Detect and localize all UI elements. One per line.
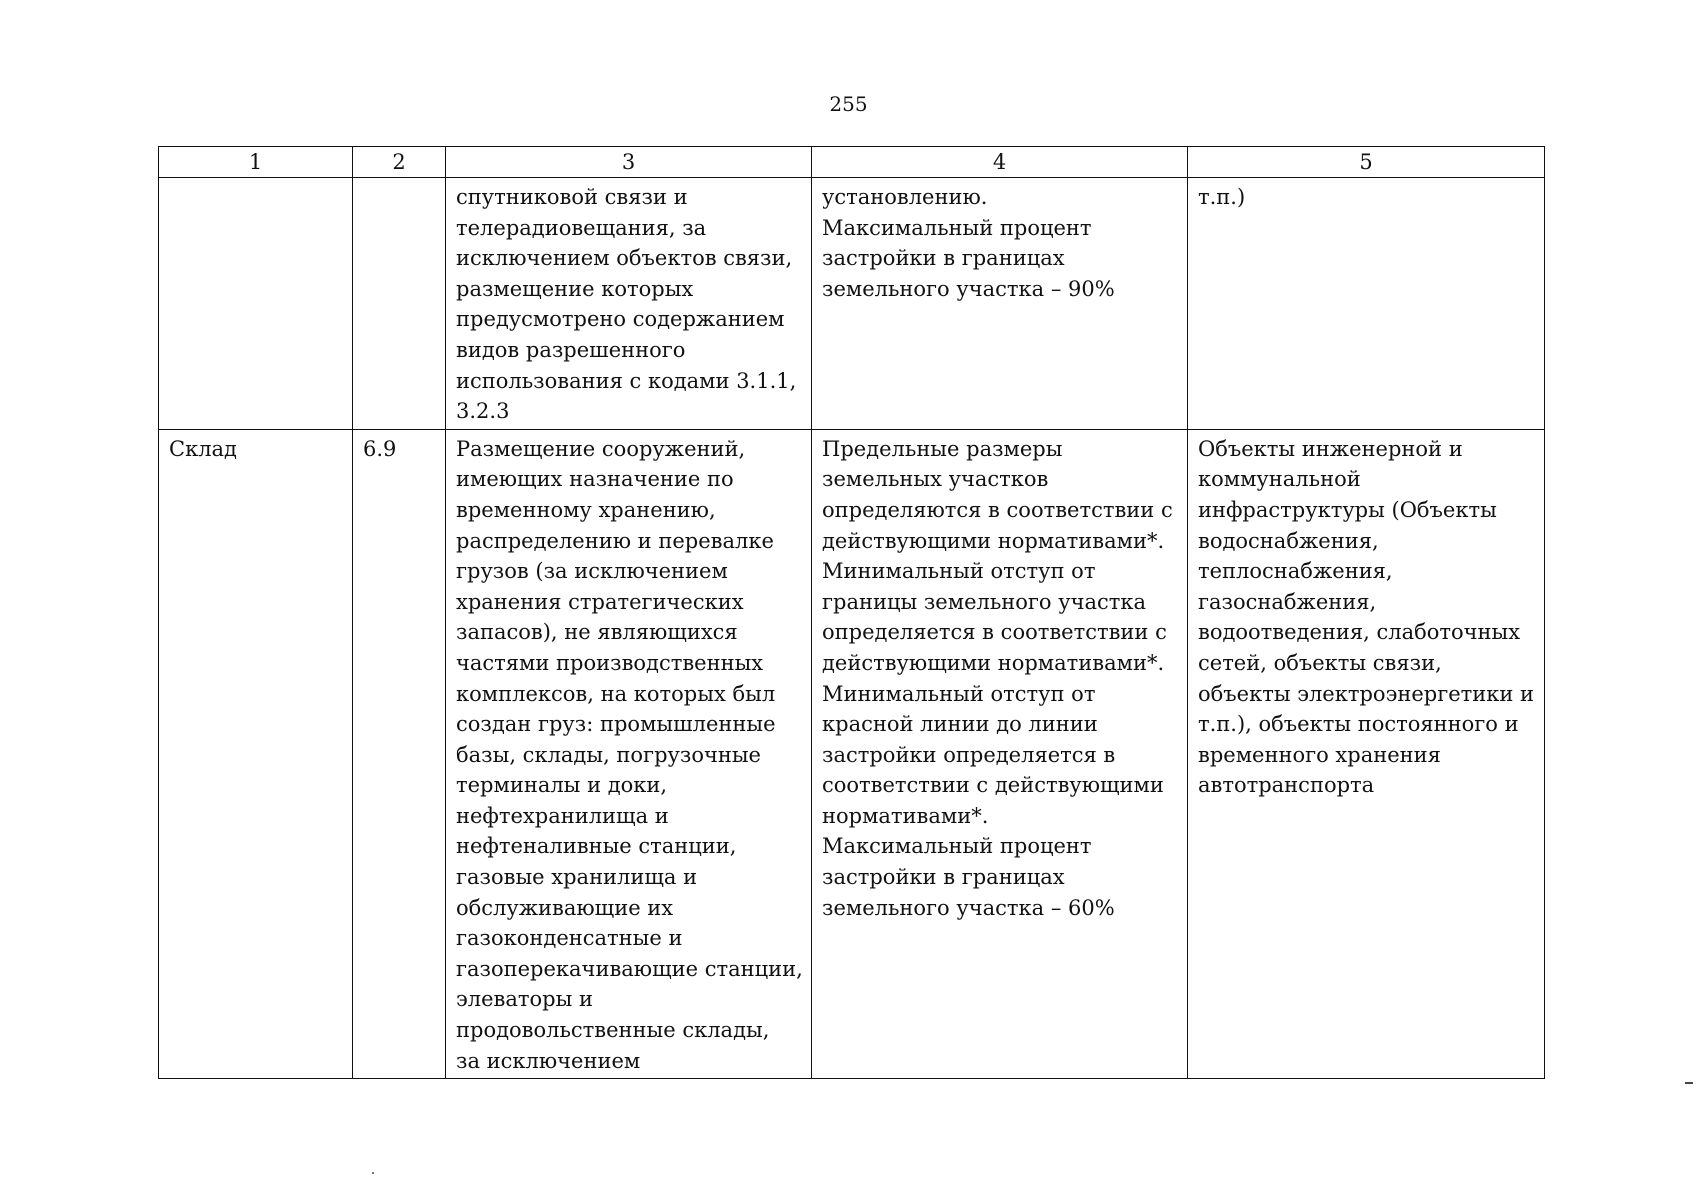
cell-text-line: газоперекачивающие станции, (456, 956, 803, 981)
use-description-cell (446, 429, 812, 1078)
cell-text-line: спутниковой связи и (456, 185, 688, 209)
cell-text-line: инфраструктуры (Объекты (1198, 497, 1497, 522)
cell-text-line: т.п.) (1198, 185, 1246, 209)
cell-text-line: водоотведения, слаботочных (1198, 620, 1521, 645)
cell-text-line: земельного участка – 90% (822, 276, 1115, 301)
cell-text-line: установлению. (822, 185, 988, 209)
cell-text-line: использования с кодами 3.1.1, (456, 368, 797, 393)
table-header-row (159, 147, 1545, 178)
cell-text-line: 3.2.3 (456, 399, 510, 424)
cell-text-line: продовольственные склады, (456, 1018, 770, 1043)
cell-text-line: т.п.), объекты постоянного и (1198, 712, 1519, 737)
cell-text-line: земельного участка – 60% (822, 895, 1115, 920)
cell-text-line: обслуживающие их (456, 895, 674, 920)
cell-text-line: элеваторы и (456, 987, 593, 1012)
cell-text-line: соответствии с действующими (822, 773, 1164, 798)
cell-text-line: нефтехранилища и (456, 803, 669, 828)
cell-text-line: границы земельного участка (822, 589, 1147, 614)
cell-text-line: за исключением (456, 1048, 641, 1073)
cell-text-line: красной линии до линии (822, 712, 1098, 737)
cell-text-line: Минимальный отступ от (822, 559, 1096, 584)
cell-text-line: запасов), не являющихся (456, 620, 738, 645)
cell-text-line: Предельные размеры (822, 436, 1063, 461)
cell-text-line: имеющих назначение по (456, 467, 734, 492)
auxiliary-uses-cell (1188, 178, 1545, 430)
cell-text-line: застройки в границах (822, 865, 1065, 890)
scan-mark (1685, 1082, 1693, 1084)
cell-text-line: распределению и перевалке (456, 528, 774, 553)
use-description-cell (446, 178, 812, 430)
cell-text-line: грузов (за исключением (456, 559, 728, 584)
use-name-cell: Склад (159, 429, 353, 1078)
column-header-3: 3 (446, 147, 812, 178)
cell-text-line: теплоснабжения, (1198, 559, 1393, 584)
cell-text-line: временного хранения (1198, 742, 1441, 767)
cell-text-line: частями производственных (456, 650, 764, 675)
cell-text-line: коммунальной (1198, 467, 1361, 492)
cell-text-line: определяются в соответствии с (822, 497, 1173, 522)
use-code-cell: 6.9 (353, 429, 446, 1078)
cell-text-line: Максимальный процент (822, 215, 1092, 240)
column-header-4: 4 (812, 147, 1188, 178)
cell-text-line: газовые хранилища и (456, 865, 698, 890)
scan-speck (372, 1172, 374, 1174)
use-code-cell (353, 178, 446, 430)
column-header-1: 1 (159, 147, 353, 178)
cell-text-line: видов разрешенного (456, 337, 686, 362)
cell-text-line: создан груз: промышленные (456, 712, 776, 737)
cell-text-line: застройки определяется в (822, 742, 1116, 767)
cell-text-line: телерадиовещания, за (456, 215, 707, 240)
cell-text-line: Минимальный отступ от (822, 681, 1096, 706)
cell-text-line: земельных участков (822, 467, 1049, 492)
table-row (159, 429, 1545, 1078)
page-number: 255 (829, 92, 868, 116)
cell-text-line: автотранспорта (1198, 773, 1375, 798)
cell-text-line: действующими нормативами*. (822, 528, 1165, 553)
cell-text-line: определяется в соответствии с (822, 620, 1167, 645)
cell-text-line: сетей, объекты связи, (1198, 650, 1442, 675)
cell-text-line: Объекты инженерной и (1198, 436, 1463, 461)
cell-text-line: Размещение сооружений, (456, 436, 746, 461)
cell-text-line: Максимальный процент (822, 834, 1092, 859)
cell-text-line: газоснабжения, (1198, 589, 1377, 614)
cell-text-line: хранения стратегических (456, 589, 744, 614)
parameters-cell (812, 178, 1188, 430)
cell-text-line: базы, склады, погрузочные (456, 742, 761, 767)
cell-text-line: комплексов, на которых был (456, 681, 776, 706)
column-header-5: 5 (1188, 147, 1545, 178)
regulations-table (158, 146, 1545, 1079)
cell-text-line: временному хранению, (456, 497, 716, 522)
cell-text-line: предусмотрено содержанием (456, 307, 785, 332)
cell-text-line: газоконденсатные и (456, 926, 683, 951)
cell-text-line: водоснабжения, (1198, 528, 1379, 553)
cell-text-line: нормативами*. (822, 803, 989, 828)
cell-text-line: исключением объектов связи, (456, 246, 793, 271)
cell-text-line: размещение которых (456, 276, 694, 301)
cell-text-line: нефтеналивные станции, (456, 834, 737, 859)
cell-text-line: застройки в границах (822, 246, 1065, 271)
cell-text-line: объекты электроэнергетики и (1198, 681, 1535, 706)
table-row (159, 178, 1545, 430)
use-name-cell (159, 178, 353, 430)
auxiliary-uses-cell (1188, 429, 1545, 1078)
parameters-cell (812, 429, 1188, 1078)
column-header-2: 2 (353, 147, 446, 178)
cell-text-line: терминалы и доки, (456, 773, 668, 798)
cell-text-line: действующими нормативами*. (822, 650, 1165, 675)
